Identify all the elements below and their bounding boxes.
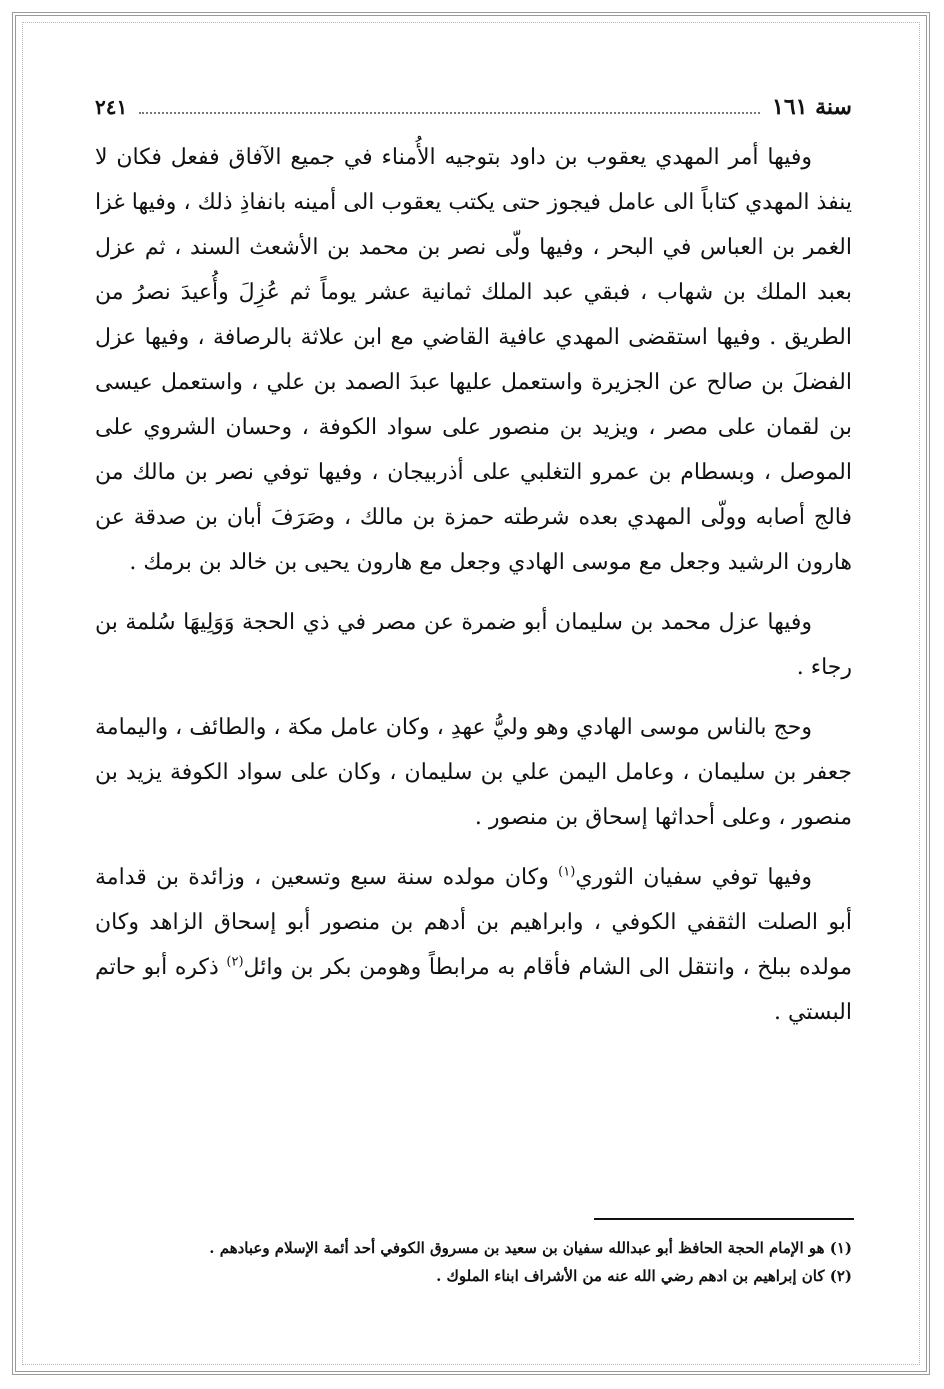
paragraph-text: وحج بالناس موسى الهادي وهو وليُّ عهدِ ، وكان عامل مكة ، والطائف ، واليمامة جعفر بن سليمان ، وعامل اليمن علي بن سليمان ، وكان على سواد الكوفة يزيد بن منصور ، وعلى أحداثها إسحاق بن منصور . <box>95 715 853 830</box>
footnote-separator <box>594 1218 854 1220</box>
header-year: سنة ١٦١ <box>772 94 852 120</box>
main-text <box>95 135 852 1050</box>
footnote-ref: (١) <box>558 864 576 880</box>
paragraph <box>95 600 852 690</box>
page-number: ٢٤١ <box>95 95 128 119</box>
paragraph <box>95 705 852 840</box>
footnote-ref: (٢) <box>226 954 244 970</box>
paragraph <box>95 135 852 585</box>
paragraph-text: وفيها أمر المهدي يعقوب بن داود بتوجيه الأُمناء في جميع الآفاق ففعل فكان لا ينفذ المهدي كتاباً الى عامل فيجوز حتى يكتب يعقوب الى أمينه بانفاذِ ذلك ، وفيها غزا الغمر بن العباس في البحر ، وفيها ولّى نصر بن محمد بن الأشعث السند ، ثم عزل بعبد الملك بن شهاب ، فبقي عبد الملك ثمانية عشر يوماً ثم عُزِلَ وأُعيدَ نصرُ من الطريق . وفيها استقضى المهدي عافية القاضي مع ابن علاثة بالرصافة ، وفيها عزل الفضلَ بن صالح عن الجزيرة واستعمل عليها عبدَ الصمد بن علي ، واستعمل عيسى بن لقمان على مصر ، ويزيد بن منصور على سواد الكوفة ، وحسان الشروي على الموصل ، وبسطام بن عمرو التغلبي على أذربيجان ، وفيها توفي نصر بن مالك من فالج أصابه وولّى المهدي بعده شرطته حمزة بن مالك ، وصَرَفَ أبان بن صدقة عن هارون الرشيد وجعل مع موسى الهادي وجعل مع هارون يحيى بن خالد بن برمك . <box>95 145 853 575</box>
footnote: (٢) كان إبراهيم بن ادهم رضي الله عنه من الأشراف ابناء الملوك . <box>436 1267 852 1285</box>
footnote: (١) هو الإمام الحجة الحافظ أبو عبدالله سفيان بن سعيد بن مسروق الكوفي أحد أئمة الإسلام وعبادهم . <box>209 1239 852 1257</box>
paragraph-text: وفيها عزل محمد بن سليمان أبو ضمرة عن مصر في ذي الحجة وَوَلِيهَا سُلمة بن رجاء . <box>95 610 852 680</box>
header-leader-dots <box>139 100 760 114</box>
running-header <box>95 92 852 122</box>
footnotes <box>95 1234 852 1290</box>
paragraph-text: ذكره أبو حاتم البستي . <box>95 955 852 1025</box>
paragraph-text: وفيها توفي سفيان الثوري <box>575 865 812 890</box>
paragraph-text: وكان مولده سنة سبع وتسعين ، وزائدة بن قدامة أبو الصلت الثقفي الكوفي ، وابراهيم بن أدهم بن منصور أبو إسحاق الزاهد وكان مولده ببلخ ، وانتقل الى الشام فأقام به مرابطاً وهومن بكر بن وائل <box>95 865 852 980</box>
paragraph <box>95 855 852 1035</box>
